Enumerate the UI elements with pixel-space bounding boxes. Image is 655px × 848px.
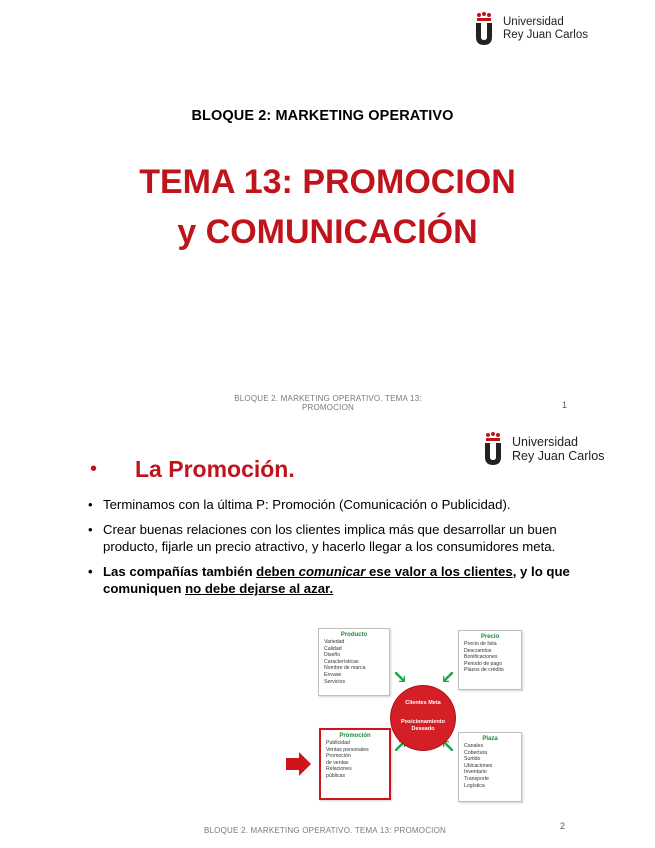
- logo2-line-2: Rey Juan Carlos: [512, 449, 605, 463]
- bullet-3-part-f: no debe dejarse al azar.: [185, 581, 334, 596]
- bullet-3: [88, 563, 588, 597]
- producto-title: Producto: [340, 632, 368, 638]
- slide1-footer: [228, 394, 428, 412]
- slide1-page-number: 1: [562, 400, 568, 410]
- bullet-3-part-d: ese valor a los clientes: [365, 564, 513, 579]
- slide-title-line-2: y COMUNICACIÓN: [177, 213, 478, 251]
- precio-item: Plazos de crédito: [464, 667, 504, 674]
- promocion-item: Publicidad: [326, 740, 350, 746]
- producto-item: Diseño: [324, 652, 341, 659]
- logo2-line-1: Universidad: [512, 434, 579, 449]
- promocion-item: públicas: [326, 772, 346, 779]
- bloque-heading: BLOQUE 2: MARKETING OPERATIVO: [191, 108, 454, 124]
- urjc-logo-icon: [473, 12, 495, 46]
- university-logo: [473, 12, 588, 46]
- precio-box: [458, 630, 522, 690]
- plaza-item: Inventario: [464, 769, 487, 776]
- logo-line-1: Universidad: [503, 15, 564, 28]
- plaza-item: Ubicaciones: [464, 762, 493, 769]
- clientes-meta-circle: [391, 686, 455, 750]
- marketing-mix-diagram: [318, 628, 524, 802]
- plaza-title: Plaza: [482, 736, 498, 742]
- urjc-logo-icon-2: [482, 432, 504, 466]
- heading-bullet: •: [90, 458, 98, 480]
- producto-item: Envase: [324, 671, 342, 678]
- precio-title: Precio: [480, 634, 500, 640]
- precio-item: Descuentos: [464, 647, 492, 654]
- producto-item: Nombre de marca: [324, 665, 366, 672]
- university-logo-2: [482, 432, 604, 466]
- red-arrow-icon: [286, 751, 312, 777]
- plaza-item: Canales: [464, 743, 484, 749]
- bullet-3-part-c: comunicar: [298, 564, 366, 579]
- promocion-item: Ventas personales: [326, 746, 369, 753]
- plaza-item: Transporte: [464, 775, 489, 782]
- promocion-title: Promoción: [339, 733, 371, 739]
- slide1-footer-line-2: PROMOCION: [301, 403, 355, 412]
- producto-box: [318, 628, 390, 696]
- producto-item: Variedad: [324, 639, 345, 645]
- precio-item: Bonificaciones: [464, 654, 498, 661]
- bullet-1: • Terminamos con la última P: Promoción (Comunicación o Publicidad).: [88, 496, 588, 513]
- plaza-item: Logística: [464, 782, 485, 789]
- producto-item: Servicios: [324, 678, 346, 685]
- promocion-item: Promoción: [326, 753, 351, 760]
- logo-line-2: Rey Juan Carlos: [503, 29, 589, 41]
- bullet-3-part-a: Las compañías también: [103, 564, 257, 579]
- bullet-list: [88, 496, 588, 605]
- plaza-box: [458, 732, 522, 802]
- slide2-footer: BLOQUE 2. MARKETING OPERATIVO. TEMA 13: PROMOCION: [204, 826, 446, 835]
- slide2-page-number: 2: [560, 821, 566, 831]
- promocion-item: de ventas: [326, 759, 349, 766]
- producto-item: Calidad: [324, 645, 342, 652]
- slide1-footer-line-1: BLOQUE 2. MARKETING OPERATIVO. TEMA 13:: [234, 394, 422, 403]
- promocion-heading: La Promoción.: [135, 456, 295, 482]
- green-arrow-icon: [395, 672, 405, 682]
- plaza-item: Surtido: [464, 756, 481, 763]
- promocion-item: Relaciones: [326, 766, 352, 773]
- bullet-3-part-b: deben: [256, 564, 299, 579]
- producto-item: Características: [324, 658, 359, 665]
- plaza-item: Cobertura: [464, 749, 488, 756]
- promocion-box: [319, 728, 391, 800]
- circle-top-text: Clientes Meta: [405, 700, 441, 706]
- bullet-2: • Crear buenas relaciones con los clientes implica más que desarrollar un buen producto, fijarle un precio atractivo, y hacerlo llegar a los consumidores meta.: [88, 521, 588, 555]
- precio-item: Precio de lista: [464, 641, 497, 647]
- circle-bottom-text: Posicionamiento Deseado: [400, 719, 445, 732]
- slide-title-line-1: TEMA 13: PROMOCION: [139, 163, 516, 201]
- green-arrow-icon: [443, 672, 453, 682]
- bullet-3-part-e: , y lo que comuniquen: [103, 564, 570, 596]
- precio-item: Periodo de pago: [464, 660, 503, 667]
- green-arrow-icon: [443, 741, 453, 751]
